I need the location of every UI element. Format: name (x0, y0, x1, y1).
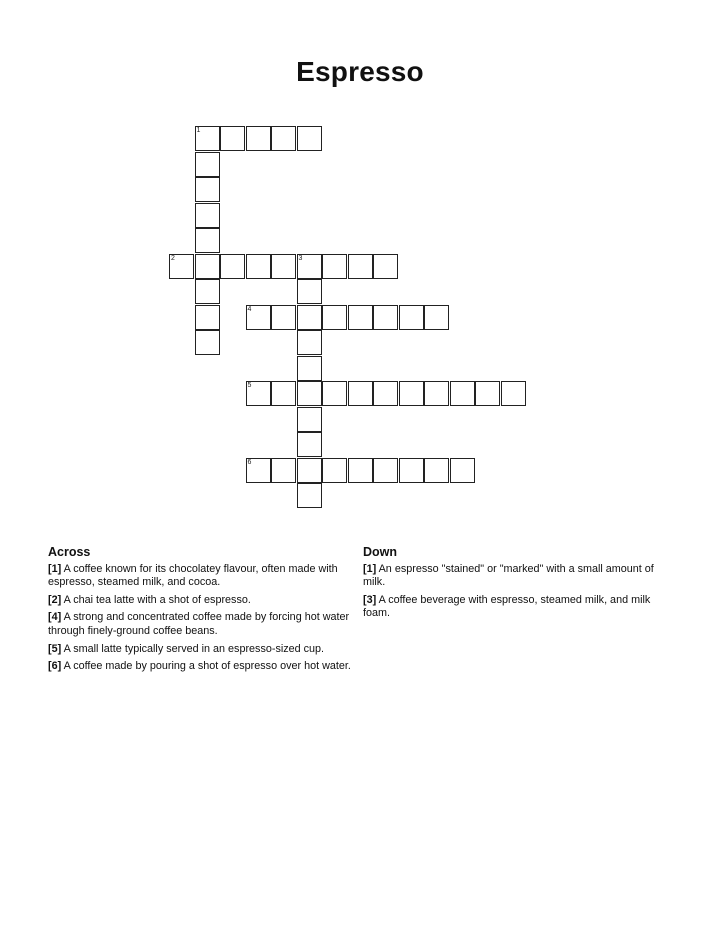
cell-number: 4 (247, 305, 252, 313)
grid-cell[interactable] (297, 126, 322, 151)
grid-cell[interactable] (271, 254, 296, 279)
grid-cell[interactable] (169, 254, 194, 279)
cell-number: 2 (171, 254, 175, 262)
clue-text: A coffee made by pouring a shot of espresso over hot water. (63, 660, 351, 673)
grid-cell[interactable] (373, 305, 398, 330)
grid-cell[interactable] (297, 279, 322, 304)
down-clues (363, 546, 663, 625)
grid-cell[interactable] (297, 381, 322, 406)
clue-text: A small latte typically served in an espresso-sized cup. (63, 642, 325, 655)
cell-number: 1 (196, 127, 201, 134)
grid-cell[interactable] (399, 458, 424, 483)
grid-cell[interactable] (195, 228, 220, 253)
grid-cell[interactable] (348, 305, 373, 330)
grid-cell[interactable] (348, 381, 373, 406)
grid-cell[interactable] (297, 458, 322, 483)
grid-cell[interactable] (297, 305, 322, 330)
grid-cell[interactable] (297, 356, 322, 381)
grid-cell[interactable] (424, 381, 449, 406)
clue-text: An espresso "stained" or "marked" with a small amount of milk. (363, 562, 654, 589)
grid-cell[interactable] (220, 254, 245, 279)
grid-cell[interactable] (373, 458, 398, 483)
down-clue-3 (363, 594, 663, 621)
grid-cell[interactable] (297, 330, 322, 355)
clue-number: [3] (363, 593, 377, 606)
grid-cell[interactable] (373, 254, 398, 279)
clue-number: [1] (363, 562, 377, 575)
clue-number: [5] (48, 642, 62, 655)
down-clue-1 (363, 563, 663, 590)
grid-cell[interactable] (348, 254, 373, 279)
clue-text: A strong and concentrated coffee made by forcing hot water through finely-ground coffee beans. (48, 611, 350, 637)
grid-cell[interactable] (195, 203, 220, 228)
grid-cell[interactable] (195, 126, 220, 151)
grid-cell[interactable] (297, 254, 322, 279)
across-clue-6 (48, 660, 354, 674)
grid-cell[interactable] (195, 279, 220, 304)
grid-cell[interactable] (424, 458, 449, 483)
grid-cell[interactable] (450, 458, 475, 483)
grid-cell[interactable] (220, 126, 245, 151)
grid-cell[interactable] (322, 458, 347, 483)
clue-text: A coffee known for its chocolatey flavour, often made with espresso, steamed milk, and cocoa. (48, 562, 338, 589)
puzzle-title: Espresso (296, 56, 424, 87)
across-clue-1 (48, 563, 354, 590)
across-clue-2 (48, 594, 354, 608)
across-clue-4 (48, 611, 354, 638)
grid-cell[interactable] (424, 305, 449, 330)
grid-cell[interactable] (348, 458, 373, 483)
grid-cell[interactable] (271, 381, 296, 406)
grid-cell[interactable] (246, 381, 271, 406)
grid-cell[interactable] (322, 305, 347, 330)
grid-cell[interactable] (195, 305, 220, 330)
clue-number: [6] (48, 660, 62, 673)
across-heading: Across (48, 545, 91, 559)
down-heading: Down (363, 545, 398, 559)
grid-cell[interactable] (271, 458, 296, 483)
clue-text: A chai tea latte with a shot of espresso. (63, 593, 251, 606)
grid-cell[interactable] (246, 254, 271, 279)
grid-cell[interactable] (195, 177, 220, 202)
grid-cell[interactable] (322, 381, 347, 406)
grid-cell[interactable] (373, 381, 398, 406)
grid-cell[interactable] (501, 381, 526, 406)
cell-number: 3 (298, 254, 303, 262)
grid-cell[interactable] (297, 432, 322, 457)
grid-cell[interactable] (297, 407, 322, 432)
grid-cell[interactable] (195, 254, 220, 279)
grid-cell[interactable] (246, 126, 271, 151)
grid-cell[interactable] (475, 381, 500, 406)
across-clue-5 (48, 643, 354, 657)
grid-cell[interactable] (271, 305, 296, 330)
grid-cell[interactable] (195, 152, 220, 177)
grid-cell[interactable] (399, 305, 424, 330)
grid-cell[interactable] (246, 305, 271, 330)
grid-cell[interactable] (195, 330, 220, 355)
clue-number: [2] (48, 593, 62, 606)
grid-cell[interactable] (399, 381, 424, 406)
cell-number: 5 (247, 382, 252, 389)
clue-text: A coffee beverage with espresso, steamed milk, and milk foam. (363, 593, 651, 620)
grid-cell[interactable] (322, 254, 347, 279)
cell-number: 6 (247, 458, 252, 466)
clue-number: [4] (48, 611, 62, 624)
across-clues (48, 546, 354, 678)
grid-cell[interactable] (450, 381, 475, 406)
grid-cell[interactable] (297, 483, 322, 508)
grid-cell[interactable] (246, 458, 271, 483)
grid-cell[interactable] (271, 126, 296, 151)
clue-number: [1] (48, 562, 62, 575)
